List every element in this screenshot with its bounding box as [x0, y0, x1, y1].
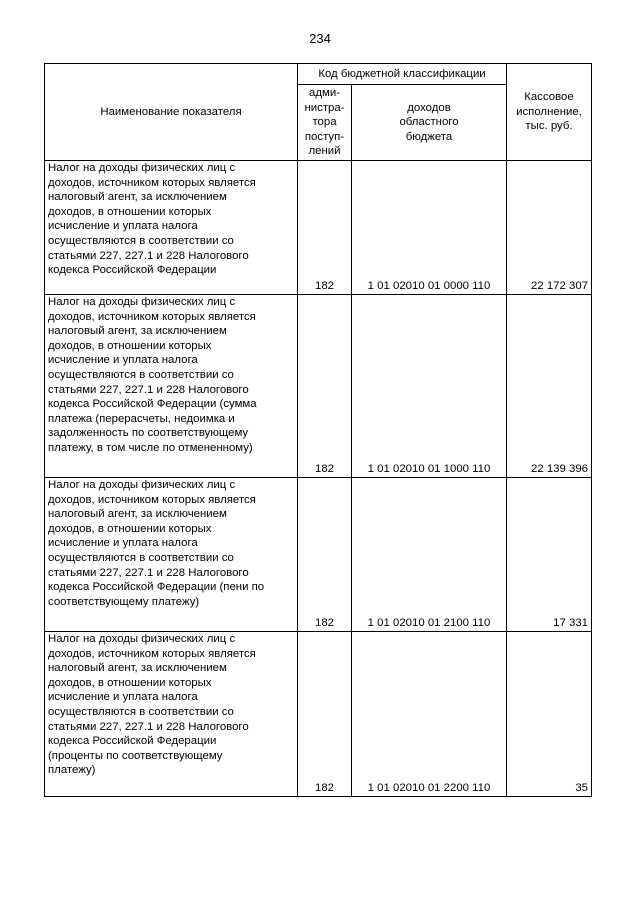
table-body — [45, 161, 592, 797]
header-budget-classification-code: Код бюджетной классификации — [298, 64, 507, 85]
header-indicator-name: Наименование показателя — [45, 64, 298, 161]
budget-table — [44, 63, 592, 797]
row-indicator-name: Налог на доходы физических лиц с доходов, источником которых является налоговый агент, за исключением доходов, в отношении которых исчисление и уплата налога осуществляются в соответствии со статьями 227, 227.1 и 228 Налогового кодекса Российской Федерации (сумма платежа (перерасчеты, недоимка и задолженность по соответствующему платежу, в том числе по отмененному) — [45, 295, 298, 478]
row-revenue-code: 1 01 02010 01 2100 110 — [352, 478, 507, 632]
row-administrator-code: 182 — [298, 161, 352, 295]
page-number: 234 — [309, 31, 331, 46]
table-row — [45, 295, 592, 478]
row-indicator-name: Налог на доходы физических лиц с доходов, источником которых является налоговый агент, за исключением доходов, в отношении которых исчисление и уплата налога осуществляются в соответствии со статьями 227, 227.1 и 228 Налогового кодекса Российской Федерации (проценты по соответствующему платежу) — [45, 632, 298, 797]
table-row — [45, 478, 592, 632]
row-cash-execution: 22 172 307 — [507, 161, 592, 295]
table-header — [45, 64, 592, 161]
row-revenue-code: 1 01 02010 01 1000 110 — [352, 295, 507, 478]
header-revenue-administrator: адми- нистра- тора поступ- лений — [298, 85, 352, 161]
row-administrator-code: 182 — [298, 295, 352, 478]
row-cash-execution: 22 139 396 — [507, 295, 592, 478]
row-indicator-name: Налог на доходы физических лиц с доходов, источником которых является налоговый агент, за исключением доходов, в отношении которых исчисление и уплата налога осуществляются в соответствии со статьями 227, 227.1 и 228 Налогового кодекса Российской Федерации (пени по соответствующему платежу) — [45, 478, 298, 632]
row-administrator-code: 182 — [298, 478, 352, 632]
table-row — [45, 632, 592, 797]
row-revenue-code: 1 01 02010 01 2200 110 — [352, 632, 507, 797]
row-cash-execution: 17 331 — [507, 478, 592, 632]
row-cash-execution: 35 — [507, 632, 592, 797]
header-cash-execution: Кассовое исполнение, тыс. руб. — [507, 64, 592, 161]
table-row — [45, 161, 592, 295]
header-regional-budget-revenue: доходов областного бюджета — [352, 85, 507, 161]
row-indicator-name: Налог на доходы физических лиц с доходов, источником которых является налоговый агент, за исключением доходов, в отношении которых исчисление и уплата налога осуществляются в соответствии со статьями 227, 227.1 и 228 Налогового кодекса Российской Федерации — [45, 161, 298, 295]
row-revenue-code: 1 01 02010 01 0000 110 — [352, 161, 507, 295]
row-administrator-code: 182 — [298, 632, 352, 797]
